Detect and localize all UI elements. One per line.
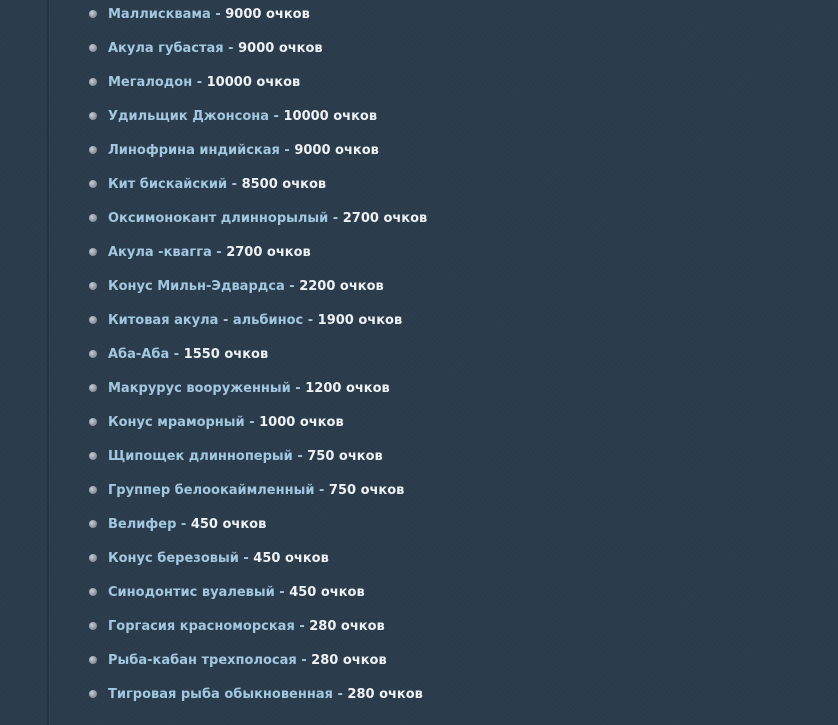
list-item — [89, 547, 329, 569]
fish-name: Макрурус вооруженный — [108, 380, 291, 396]
fish-points: 1550 очков — [183, 346, 269, 362]
bullet-dot-icon — [89, 44, 97, 52]
left-border-line — [47, 0, 50, 725]
separator: - — [292, 448, 308, 464]
list-item — [89, 241, 311, 263]
separator: - — [303, 312, 318, 328]
bullet-dot-icon — [89, 10, 97, 18]
list-item — [89, 479, 404, 501]
separator: - — [274, 584, 290, 600]
fish-points: 10000 очков — [206, 74, 301, 90]
fish-points: 450 очков — [253, 550, 329, 566]
bullet-dot-icon — [89, 418, 97, 426]
list-item — [89, 37, 323, 59]
fish-points: 2200 очков — [299, 278, 384, 294]
separator: - — [176, 516, 191, 532]
fish-name: Конус березовый — [108, 550, 239, 566]
fish-name: Велифер — [108, 516, 177, 532]
fish-points: 8500 очков — [241, 176, 327, 192]
bullet-dot-icon — [89, 384, 97, 392]
bullet-dot-icon — [89, 282, 97, 290]
separator: - — [227, 176, 242, 192]
fish-points: 280 очков — [309, 618, 385, 634]
fish-points: 9000 очков — [238, 40, 323, 56]
separator: - — [269, 108, 284, 124]
fish-points: 2700 очков — [226, 244, 311, 260]
separator: - — [296, 652, 312, 668]
fish-name: Акула губастая — [108, 40, 224, 56]
list-item — [89, 275, 384, 297]
fish-points: 9000 очков — [225, 6, 310, 22]
list-item — [89, 343, 268, 365]
list-item — [89, 309, 402, 331]
list-item — [89, 173, 326, 195]
fish-points: 450 очков — [190, 516, 267, 532]
list-item — [89, 71, 300, 93]
separator: - — [169, 346, 184, 362]
separator: - — [314, 482, 329, 498]
bullet-dot-icon — [89, 690, 97, 698]
fish-name: Синодонтис вуалевый — [108, 584, 275, 600]
fish-name: Щипощек длинноперый — [108, 448, 293, 464]
fish-name: Кит бискайский — [108, 176, 228, 192]
list-item — [89, 683, 423, 705]
fish-points: 750 очков — [328, 482, 405, 498]
list-item — [89, 207, 427, 229]
bullet-dot-icon — [89, 180, 97, 188]
fish-points: 1900 очков — [317, 312, 403, 328]
fish-points: 750 очков — [307, 448, 383, 464]
fish-name: Китовая акула - альбинос — [108, 312, 304, 328]
bullet-dot-icon — [89, 520, 97, 528]
list-item — [89, 105, 377, 127]
separator: - — [328, 210, 343, 226]
bullet-dot-icon — [89, 486, 97, 494]
bullet-dot-icon — [89, 656, 97, 664]
bullet-dot-icon — [89, 248, 97, 256]
bullet-dot-icon — [89, 214, 97, 222]
bullet-dot-icon — [89, 588, 97, 596]
separator: - — [290, 380, 306, 396]
bullet-dot-icon — [89, 146, 97, 154]
separator: - — [294, 618, 310, 634]
bullet-dot-icon — [89, 554, 97, 562]
bullet-dot-icon — [89, 350, 97, 358]
fish-name: Линофрина индийская — [108, 142, 280, 158]
fish-name: Аба-Аба — [108, 346, 170, 362]
fish-points: 9000 очков — [294, 142, 379, 158]
fish-name: Группер белоокаймленный — [108, 482, 315, 498]
fish-name: Тигровая рыба обыкновенная — [108, 686, 333, 702]
fish-name: Оксимонокант длиннорылый — [108, 210, 329, 226]
bullet-dot-icon — [89, 78, 97, 86]
bullet-dot-icon — [89, 622, 97, 630]
separator: - — [238, 550, 254, 566]
fish-points: 450 очков — [289, 584, 365, 600]
fish-name: Акула -квагга — [108, 244, 212, 260]
bullet-dot-icon — [89, 316, 97, 324]
list-item — [89, 513, 266, 535]
fish-points: 1000 очков — [259, 414, 344, 430]
list-item — [89, 139, 379, 161]
fish-points: 1200 очков — [305, 380, 390, 396]
separator: - — [192, 74, 207, 90]
list-item — [89, 581, 365, 603]
bullet-dot-icon — [89, 112, 97, 120]
list-item — [89, 649, 387, 671]
fish-name: Мегалодон — [108, 74, 193, 90]
separator: - — [332, 686, 348, 702]
fish-name: Маллисквама — [108, 6, 211, 22]
fish-name: Горгасия красноморская — [108, 618, 295, 634]
list-item — [89, 615, 385, 637]
fish-points: 280 очков — [347, 686, 423, 702]
list-item — [89, 3, 310, 25]
fish-name: Конус мраморный — [108, 414, 245, 430]
list-item — [89, 445, 383, 467]
fish-name: Удильщик Джонсона — [108, 108, 270, 124]
separator: - — [284, 278, 300, 294]
separator: - — [244, 414, 260, 430]
separator: - — [223, 40, 239, 56]
fish-points: 280 очков — [311, 652, 387, 668]
fish-name: Рыба-кабан трехполосая — [108, 652, 297, 668]
separator: - — [210, 6, 226, 22]
list-item — [89, 411, 344, 433]
bullet-dot-icon — [89, 452, 97, 460]
fish-name: Конус Мильн-Эдвардса — [108, 278, 285, 294]
separator: - — [279, 142, 295, 158]
separator: - — [211, 244, 227, 260]
list-item — [89, 377, 390, 399]
fish-points: 2700 очков — [342, 210, 428, 226]
fish-points: 10000 очков — [283, 108, 378, 124]
